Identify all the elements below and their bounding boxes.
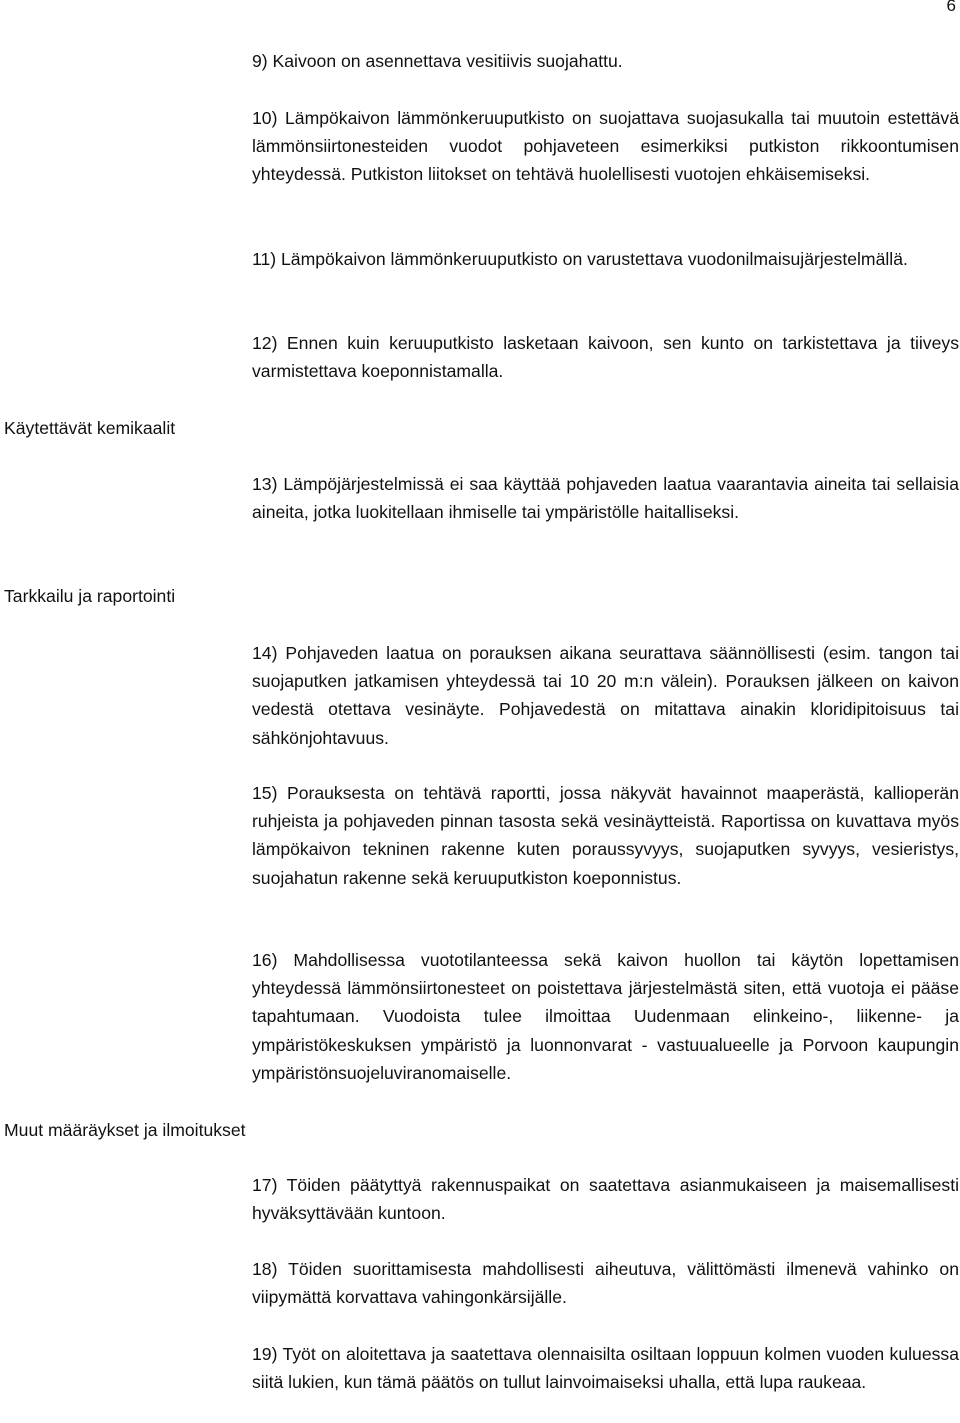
heading-tarkkailu-ja-raportointi: Tarkkailu ja raportointi [4, 586, 176, 606]
paragraph-17: 17) Töiden päätyttyä rakennuspaikat on saatettava asianmukaiseen ja maisemallisesti hyväksyttävään kuntoon. [252, 1175, 959, 1224]
paragraph-12: 12) Ennen kuin keruuputkisto lasketaan kaivoon, sen kunto on tarkistettava ja tiiveys varmistettava koeponnistamalla. [252, 333, 959, 382]
page-number: 6 [946, 0, 956, 15]
heading-muut-maaraykset: Muut määräykset ja ilmoitukset [4, 1120, 246, 1140]
paragraph-9: 9) Kaivoon on asennettava vesitiivis suojahattu. [252, 51, 623, 71]
paragraph-13: 13) Lämpöjärjestelmissä ei saa käyttää pohjaveden laatua vaarantavia aineita tai sellaisia aineita, jotka luokitellaan ihmiselle tai ympäristölle haitalliseksi. [252, 474, 959, 523]
heading-kaytettavat-kemikaalit: Käytettävät kemikaalit [4, 418, 176, 438]
paragraph-15: 15) Porauksesta on tehtävä raportti, jossa näkyvät havainnot maaperästä, kallioperän ruhjeista ja pohjaveden pinnan tasosta sekä vesinäytteistä. Raportissa on kuvattava myös lämpökaivon tekninen rakenne kuten poraussyvyys, suojaputken syvyys, vesieristys, suojahatun rakenne sekä keruuputkiston koeponnistus. [252, 783, 959, 888]
paragraph-14: 14) Pohjaveden laatua on porauksen aikana seurattava säännöllisesti (esim. tangon tai suojaputken jatkamisen yhteydessä tai 10 20 m:n välein). Porauksen jälkeen on kaivon vedestä otettava vesinäyte. Pohjavedestä on mitattava ainakin kloridipitoisuus tai sähkönjohtavuus. [252, 643, 959, 748]
paragraph-16: 16) Mahdollisessa vuototilanteessa sekä kaivon huollon tai käytön lopettamisen yhteydessä lämmönsiirtonesteet on poistettava järjestelmästä siten, että vuotoja ei pääse tapahtumaan. Vuodoista tulee ilmoittaa Uudenmaan elinkeino-, liikenne- ja ympäristökeskuksen ympäristö ja luonnonvarat - vastuualueelle ja Porvoon kaupungin ympäristönsuojeluviranomaiselle. [252, 950, 959, 1083]
paragraph-10: 10) Lämpökaivon lämmönkeruuputkisto on suojattava suojasukalla tai muutoin estettävä lämmönsiirtonesteiden vuodot pohjaveteen esimerkiksi putkiston rikkoontumisen yhteydessä. Putkiston liitokset on tehtävä huolellisesti vuotojen ehkäisemiseksi. [252, 108, 959, 185]
paragraph-19: 19) Työt on aloitettava ja saatettava olennaisilta osiltaan loppuun kolmen vuoden kuluessa siitä lukien, kun tämä päätös on tullut lainvoimaiseksi uhalla, että lupa raukeaa. [252, 1344, 959, 1393]
paragraph-18: 18) Töiden suorittamisesta mahdollisesti aiheutuva, välittömästi ilmenevä vahinko on viipymättä korvattava vahingonkärsijälle. [252, 1259, 959, 1308]
paragraph-11: 11) Lämpökaivon lämmönkeruuputkisto on varustettava vuodonilmaisujärjestelmällä. [252, 249, 908, 269]
